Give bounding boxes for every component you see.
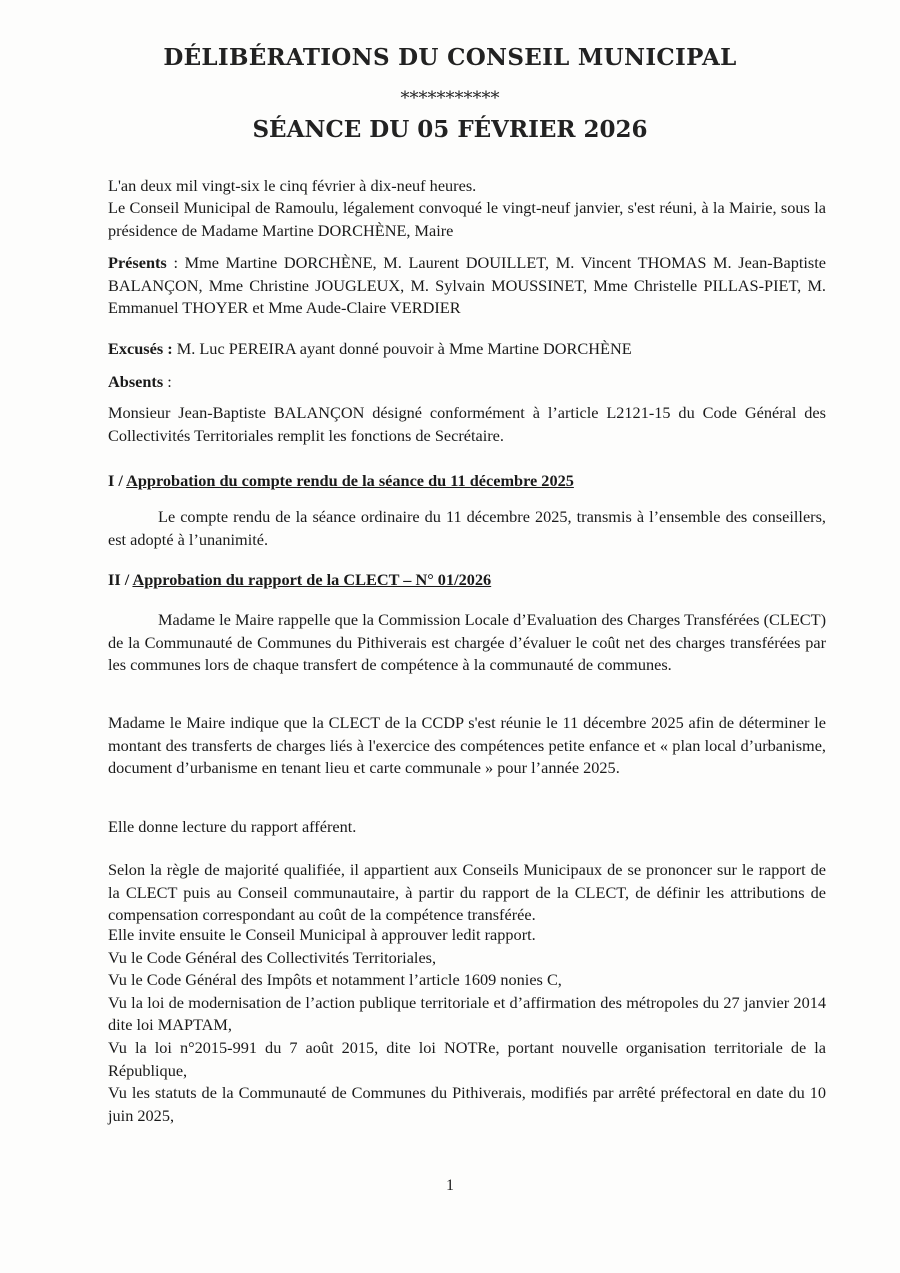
section-2-para-2: Madame le Maire indique que la CLECT de la CCDP s'est réunie le 11 décembre 2025 afin de déterminer le montant des transferts de charges liés à l'exercice des compétences petite enfance et « plan local d’urbanisme, document d’urbanisme en tenant lieu et carte communale » pour l’année 2025. xyxy=(108,713,826,778)
consideration-line: Vu la loi de modernisation de l’action publique territoriale et d’affirmation des métropoles du 27 janvier 2014 dite loi MAPTAM, xyxy=(108,992,826,1035)
section-2-number: II / xyxy=(108,570,133,589)
secretary-designation: Monsieur Jean-Baptiste BALANÇON désigné conformément à l’article L2121-15 du Code Général des Collectivités Territoriales remplit les fonctions de Secrétaire. xyxy=(108,403,826,445)
consideration-line: Vu les statuts de la Communauté de Communes du Pithiverais, modifiés par arrêté préfectoral en date du 10 juin 2025, xyxy=(108,1083,826,1125)
excused-members xyxy=(108,338,826,361)
section-2-title: Approbation du rapport de la CLECT – N° 01/2026 xyxy=(132,570,492,589)
section-1-heading xyxy=(108,470,826,493)
absent-text: : xyxy=(163,372,172,391)
section-1-number: I / xyxy=(108,471,127,490)
section-2-para-4: Selon la règle de majorité qualifiée, il appartient aux Conseils Municipaux de se prononcer sur le rapport de la CLECT puis au Conseil communautaire, à partir du rapport de la CLECT, de définir les attributions de compensation correspondant au coût de la compétence transférée. xyxy=(108,860,826,925)
section-1-title: Approbation du compte rendu de la séance du 11 décembre 2025 xyxy=(126,471,574,490)
consideration-line: Vu le Code Général des Impôts et notamment l’article 1609 nonies C, xyxy=(108,970,562,990)
intro-line-2: Le Conseil Municipal de Ramoulu, légalement convoqué le vingt-neuf janvier, s'est réuni, à la Mairie, sous la présidence de Madame Martine DORCHÈNE, Maire xyxy=(108,198,826,240)
section-1-body: Le compte rendu de la séance ordinaire du 11 décembre 2025, transmis à l’ensemble des conseillers, est adopté à l’unanimité. xyxy=(108,507,826,549)
section-2-para-1: Madame le Maire rappelle que la Commission Locale d’Evaluation des Charges Transférées (CLECT) de la Communauté de Communes du Pithiverais est chargée d’évaluer le coût net des charges transférées par les communes lors de chaque transfert de compétence à la communauté de communes. xyxy=(108,610,826,675)
session-date: SÉANCE DU 05 FÉVRIER 2026 xyxy=(252,116,648,143)
excused-label: Excusés : xyxy=(108,339,173,358)
section-2-para-3: Elle donne lecture du rapport afférent. xyxy=(108,817,357,836)
present-text: : Mme Martine DORCHÈNE, M. Laurent DOUILLET, M. Vincent THOMAS M. Jean-Baptiste BALANÇON, Mme Christine JOUGLEUX, M. Sylvain MOUSSINET, Mme Christelle PILLAS-PIET, M. Emmanuel THOYER et Mme Aude-Claire VERDIER xyxy=(108,253,826,318)
title-separator: *********** xyxy=(400,88,500,109)
present-members xyxy=(108,252,826,320)
page-number: 1 xyxy=(446,1177,454,1194)
present-label: Présents xyxy=(108,253,167,272)
excused-text: M. Luc PEREIRA ayant donné pouvoir à Mme Martine DORCHÈNE xyxy=(172,339,632,358)
absent-label: Absents xyxy=(108,372,164,391)
consideration-line: Elle invite ensuite le Conseil Municipal à approuver ledit rapport. xyxy=(108,925,536,944)
consideration-line: Vu le Code Général des Collectivités Territoriales, xyxy=(108,947,437,967)
section-2-heading xyxy=(108,569,826,592)
intro-line-1: L'an deux mil vingt-six le cinq février à dix-neuf heures. xyxy=(108,176,477,195)
section-2-considerations xyxy=(108,924,826,1127)
absent-members xyxy=(108,371,826,394)
consideration-line: Vu la loi n°2015-991 du 7 août 2015, dite loi NOTRe, portant nouvelle organisation territoriale de la République, xyxy=(108,1037,826,1080)
document-title: DÉLIBÉRATIONS DU CONSEIL MUNICIPAL xyxy=(163,44,737,71)
